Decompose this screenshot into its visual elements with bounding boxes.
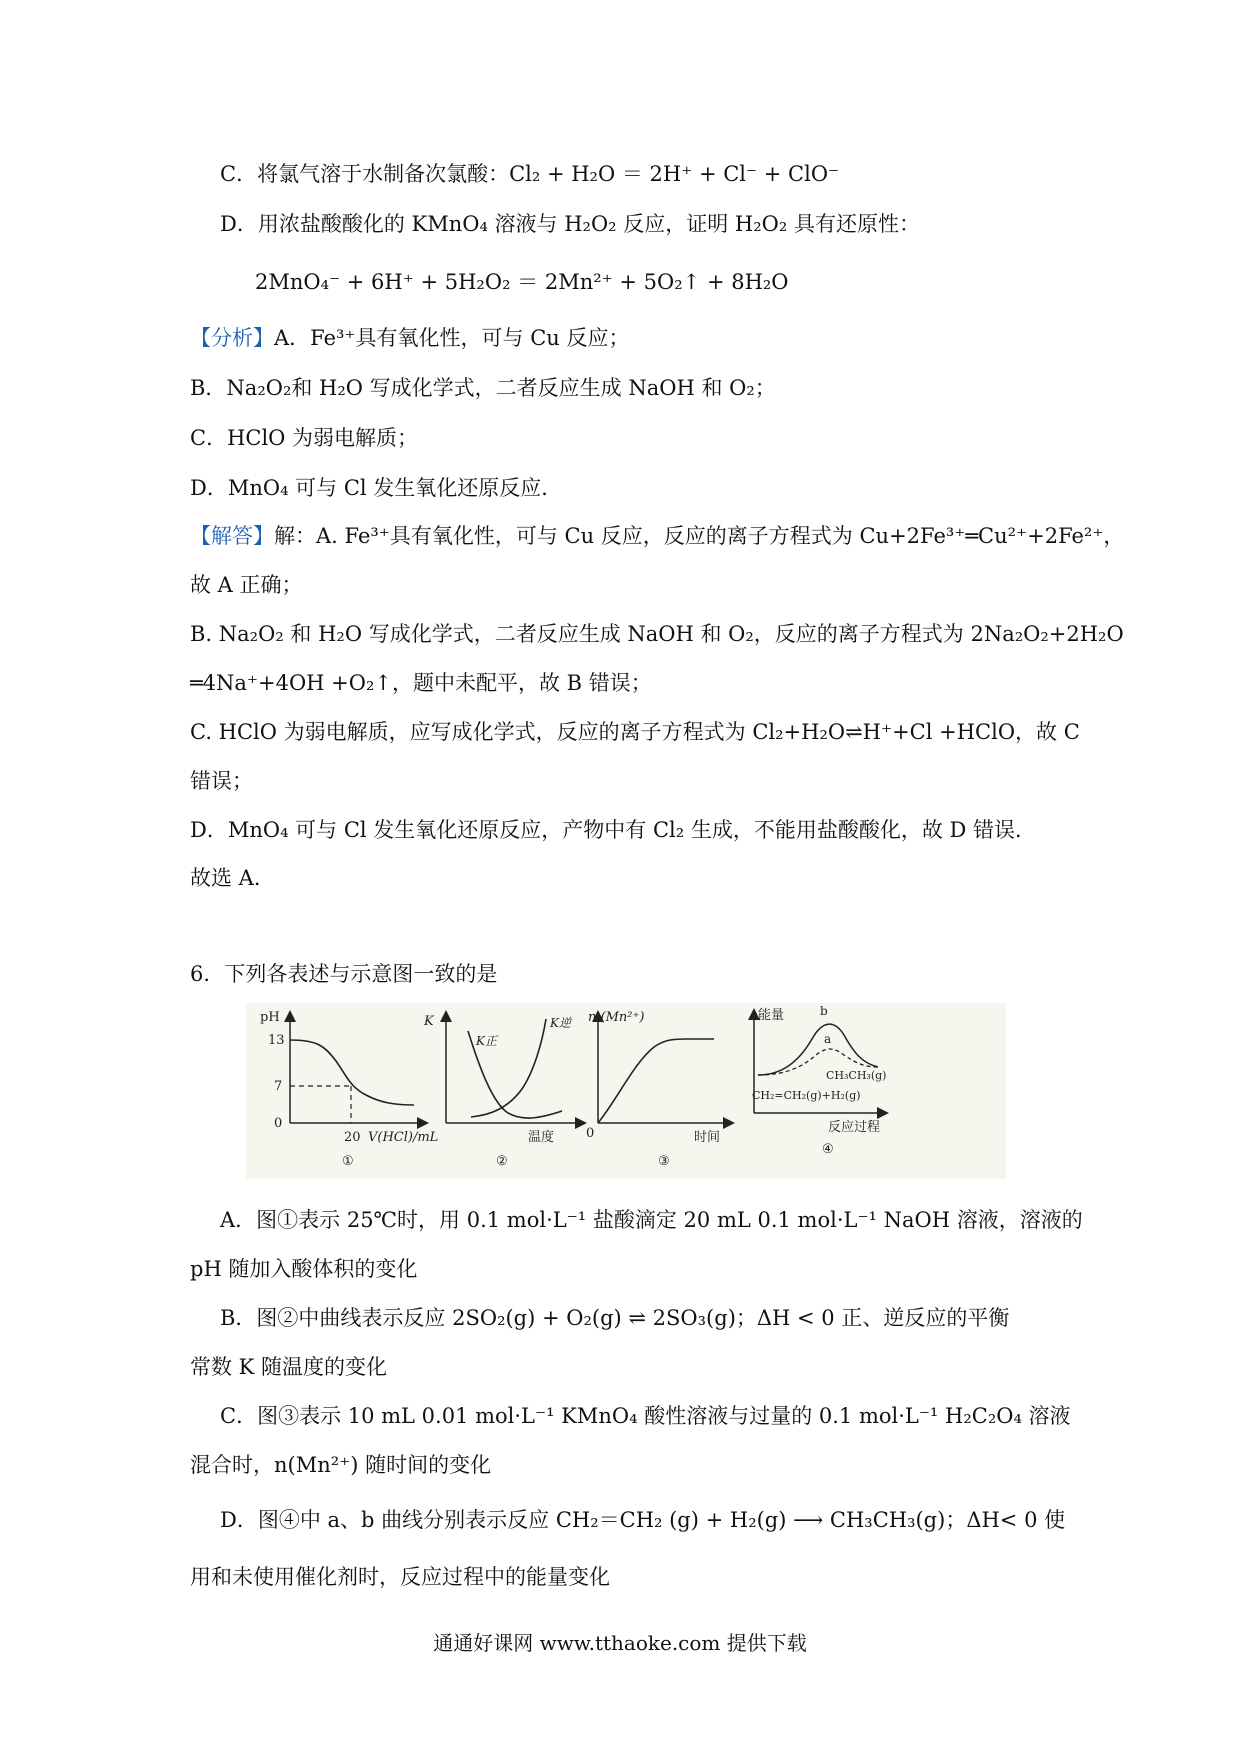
q6-option-b-line1: B．图②中曲线表示反应 2SO₂(g) + O₂(g) ⇌ 2SO₃(g)；ΔH < 0 正、逆反应的平衡 — [220, 1306, 1010, 1330]
answer-tag: 【解答】 — [190, 524, 274, 548]
q6-option-c-line1: C．图③表示 10 mL 0.01 mol·L⁻¹ KMnO₄ 酸性溶液与过量的 0.1 mol·L⁻¹ H₂C₂O₄ 溶液 — [220, 1404, 1071, 1428]
answer-line-b2: ═4Na⁺+4OH +O₂↑，题中未配平，故 B 错误； — [190, 671, 652, 695]
p3-ylabel: n (Mn²⁺) — [588, 1010, 645, 1025]
option-c: C．将氯气溶于水制备次氯酸：Cl₂ + H₂O ＝ 2H⁺ + Cl⁻ + ClO⁻ — [220, 162, 840, 186]
p3-number: ③ — [658, 1154, 670, 1169]
p4-number: ④ — [822, 1142, 834, 1157]
figure-panels — [246, 1003, 1006, 1179]
answer-conclusion: 故选 A． — [190, 866, 275, 890]
answer-line-c1: C. HClO 为弱电解质，应写成化学式，反应的离子方程式为 Cl₂+H₂O⇌H⁺+Cl +HClO，故 C — [190, 720, 1080, 744]
analysis-line-b: B．Na₂O₂和 H₂O 写成化学式，二者反应生成 NaOH 和 O₂； — [190, 376, 776, 400]
analysis-line-d: D．MnO₄ 可与 Cl 发生氧化还原反应． — [190, 476, 563, 500]
q6-option-d-line2: 用和未使用催化剂时，反应过程中的能量变化 — [190, 1565, 610, 1589]
p4-curve-b: b — [820, 1004, 828, 1018]
answer-line-a1 — [190, 524, 1124, 549]
p3-y0: 0 — [586, 1126, 595, 1141]
p3-xlabel: 时间 — [694, 1130, 721, 1145]
panel-4-energy-profile — [752, 1004, 886, 1157]
p1-y13: 13 — [268, 1033, 285, 1048]
answer-line-d1: D．MnO₄ 可与 Cl 发生氧化还原反应，产物中有 Cl₂ 生成，不能用盐酸酸化，故 D 错误． — [190, 818, 1037, 842]
p1-y7: 7 — [274, 1079, 283, 1094]
panel-2-k-temperature — [423, 1013, 584, 1169]
q6-option-c-line2: 混合时，n(Mn²⁺) 随时间的变化 — [190, 1453, 492, 1477]
analysis-text-a: A．Fe³⁺具有氧化性，可与 Cu 反应； — [274, 326, 630, 350]
p1-x20: 20 — [344, 1130, 361, 1145]
p4-curve-a: a — [824, 1032, 832, 1046]
analysis-line-c: C．HClO 为弱电解质； — [190, 426, 419, 450]
panel-3-mn-time — [586, 1010, 732, 1169]
answer-line-c2: 错误； — [190, 769, 253, 793]
q6-option-a-line1: A．图①表示 25℃时，用 0.1 mol·L⁻¹ 盐酸滴定 20 mL 0.1 mol·L⁻¹ NaOH 溶液，溶液的 — [220, 1208, 1083, 1232]
p4-product: CH₃CH₃(g) — [826, 1069, 887, 1082]
option-d-equation: 2MnO₄⁻ + 6H⁺ + 5H₂O₂ ＝ 2Mn²⁺ + 5O₂↑ + 8H₂O — [255, 270, 789, 294]
p2-ylabel: K — [424, 1014, 434, 1029]
answer-line-a2: 故 A 正确； — [190, 573, 303, 597]
p2-k-reverse: K逆 — [550, 1016, 571, 1030]
p2-xlabel: 温度 — [528, 1130, 555, 1145]
p4-reactant: CH₂=CH₂(g)+H₂(g) — [752, 1089, 861, 1102]
analysis-tag: 【分析】 — [190, 326, 274, 350]
answer-line-b1: B. Na₂O₂ 和 H₂O 写成化学式，二者反应生成 NaOH 和 O₂，反应的离子方程式为 2Na₂O₂+2H₂O — [190, 622, 1124, 646]
page-footer: 通通好课网 www.tthaoke.com 提供下载 — [433, 1631, 807, 1655]
p2-k-forward: K正 — [476, 1034, 497, 1048]
question-6-figure — [246, 1003, 1006, 1179]
analysis-line-a — [190, 326, 629, 351]
q6-option-d-line1: D．图④中 a、b 曲线分别表示反应 CH₂＝CH₂ (g) + H₂(g) ⟶ CH₃CH₃(g)；ΔH< 0 使 — [220, 1508, 1066, 1532]
q6-option-a-line2: pH 随加入酸体积的变化 — [190, 1257, 418, 1281]
q6-option-b-line2: 常数 K 随温度的变化 — [190, 1355, 388, 1379]
answer-text-a1: 解：A. Fe³⁺具有氧化性，可与 Cu 反应，反应的离子方程式为 Cu+2Fe³⁺═Cu²⁺+2Fe²⁺， — [274, 524, 1125, 548]
option-d: D．用浓盐酸酸化的 KMnO₄ 溶液与 H₂O₂ 反应，证明 H₂O₂ 具有还原性： — [220, 212, 920, 236]
p4-xlabel: 反应过程 — [828, 1120, 881, 1135]
p1-y0: 0 — [274, 1116, 283, 1131]
p1-xlabel: V(HCl)/mL — [368, 1130, 439, 1145]
p2-number: ② — [496, 1154, 508, 1169]
p1-number: ① — [342, 1154, 354, 1169]
panel-1-ph-curve — [260, 1010, 438, 1169]
p4-ylabel: 能量 — [758, 1008, 785, 1023]
question-6-stem: 6．下列各表述与示意图一致的是 — [190, 962, 498, 986]
p1-ylabel: pH — [260, 1010, 280, 1025]
